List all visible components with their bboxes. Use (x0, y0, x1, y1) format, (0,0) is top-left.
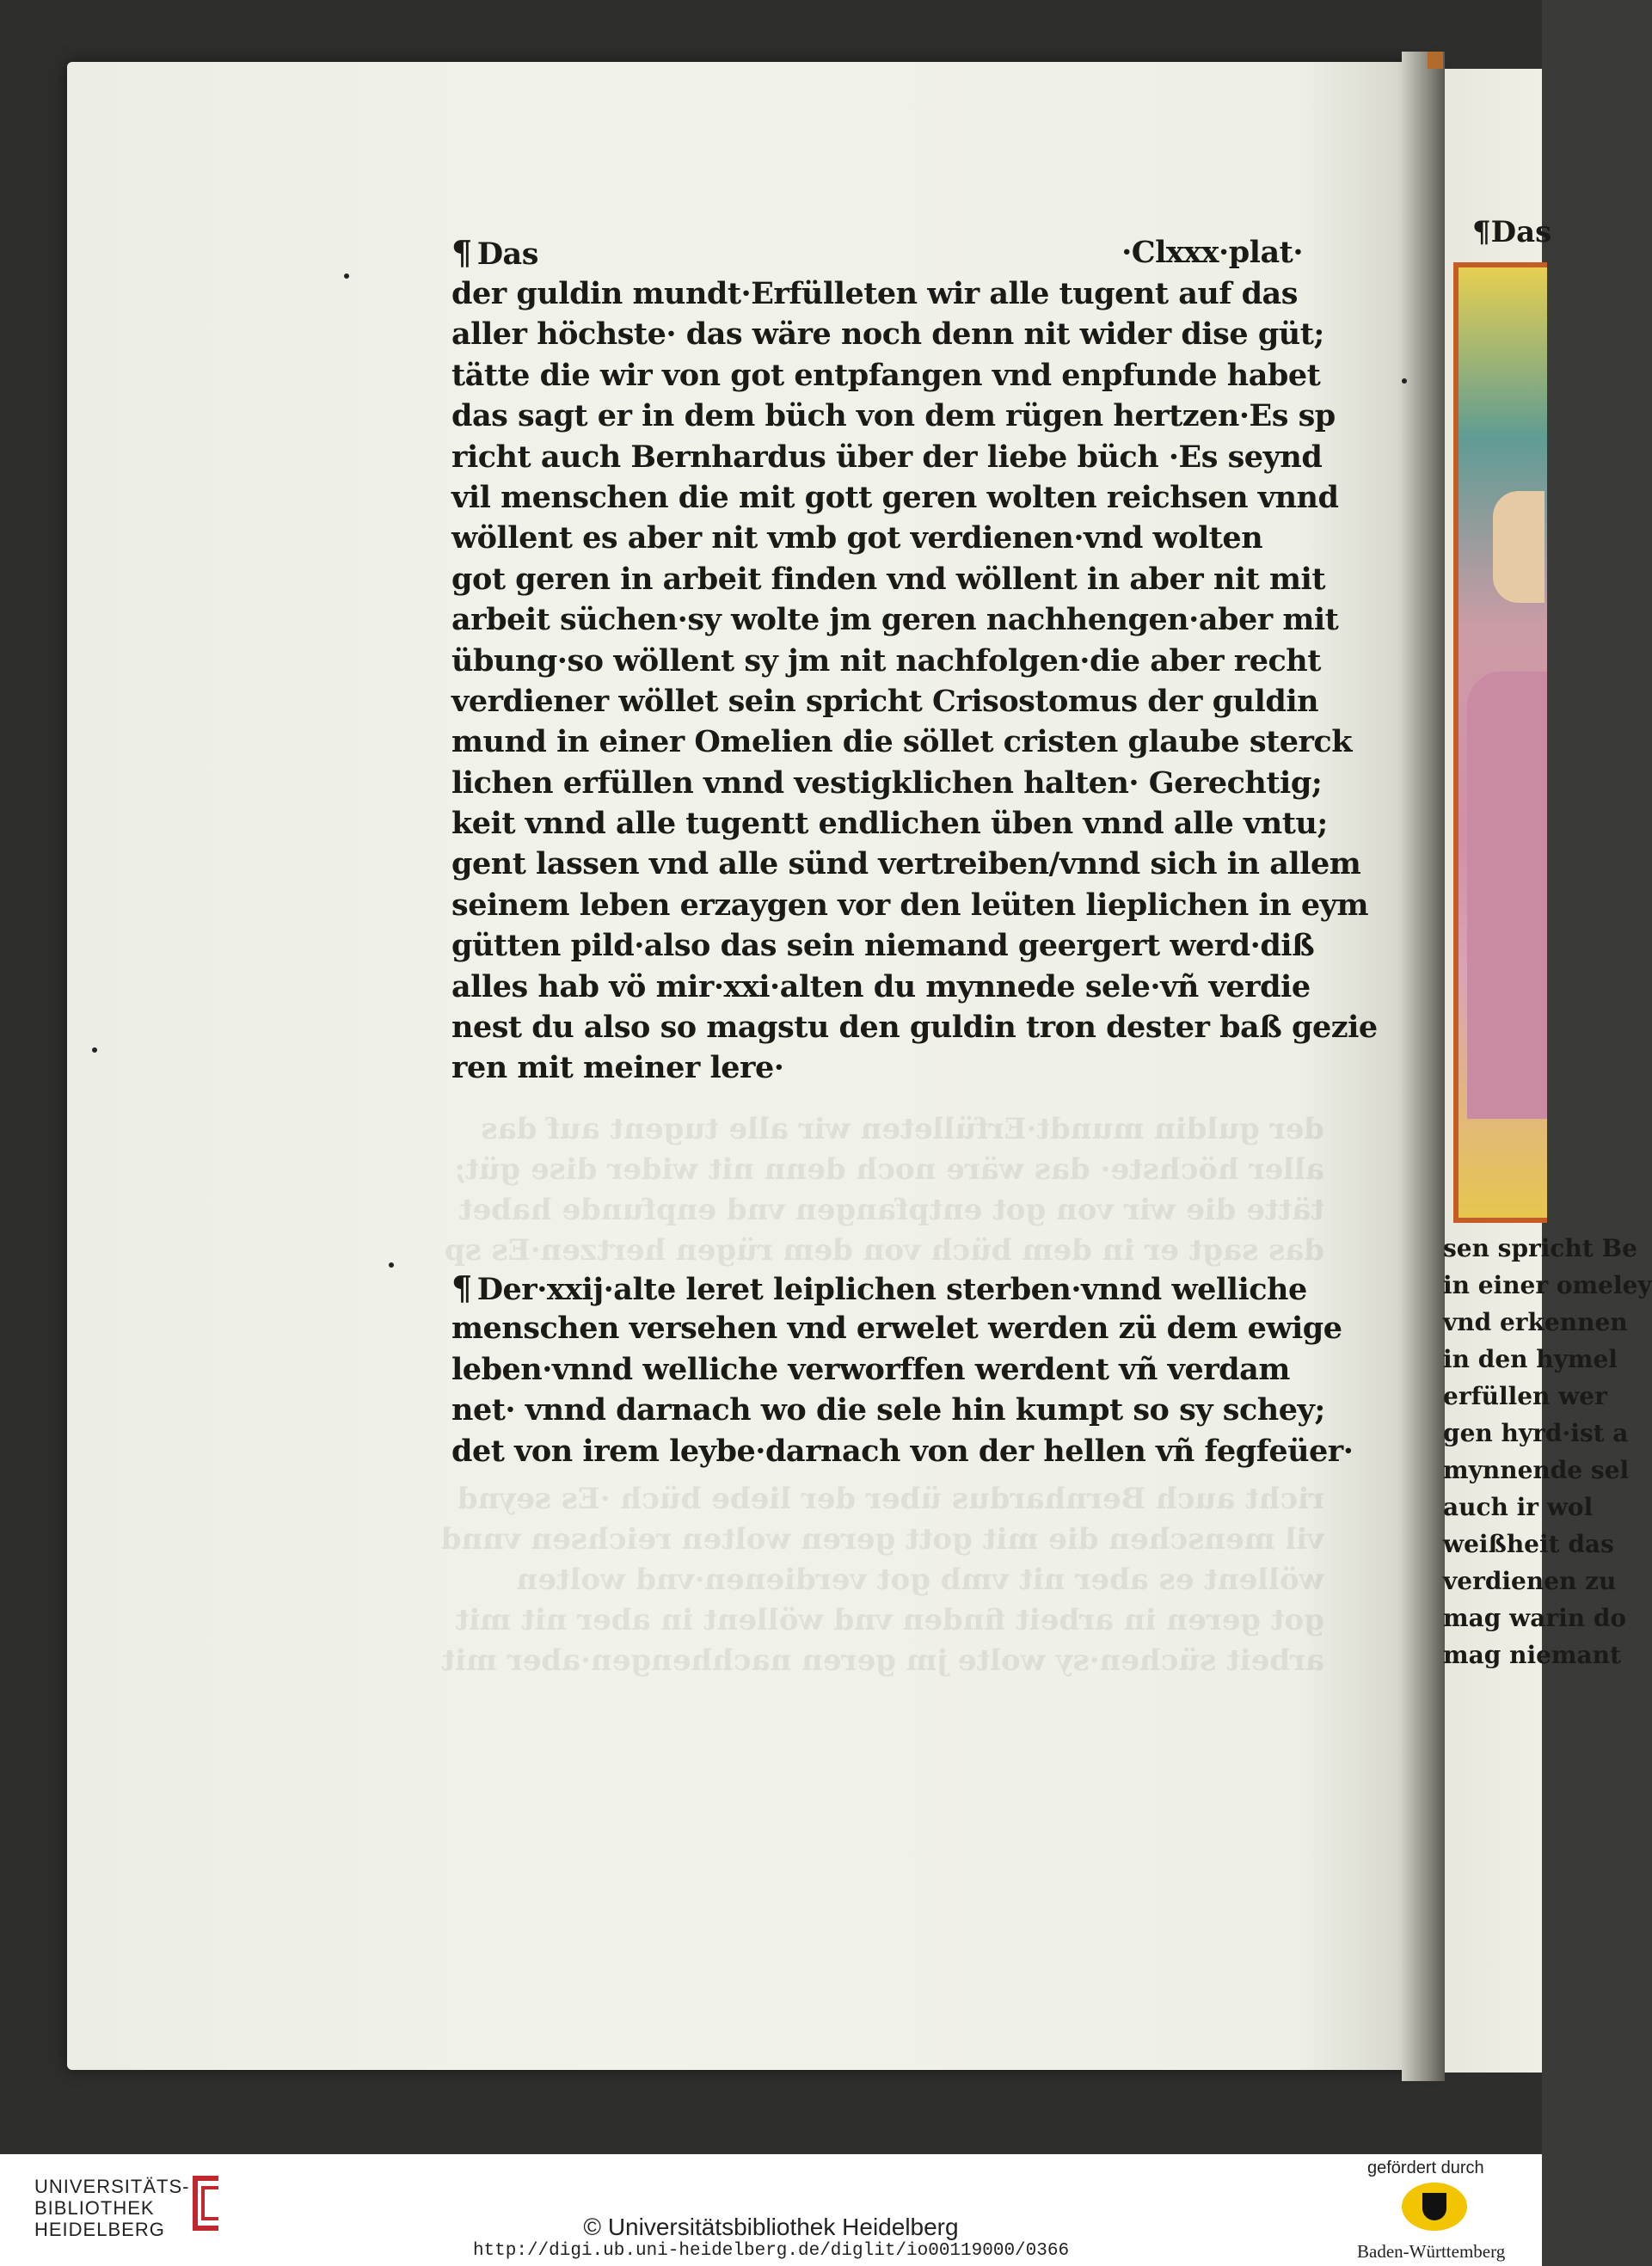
text-line: seinem leben erzaygen vor den leüten lieplichen in eym (451, 887, 1369, 923)
page-edge-marker (1428, 52, 1443, 69)
pilcrow-icon: ¶ (451, 233, 472, 272)
text-line: vil menschen die mit gott geren wolten reichsen vnnd (451, 479, 1339, 515)
text-line: richt auch Bernhardus über der liebe büch ·Es seynd (451, 439, 1323, 475)
right-page-text (1443, 1230, 1652, 1673)
running-title: Das (476, 236, 538, 272)
text-line: gen hyrd·ist a (1443, 1419, 1629, 1447)
library-logo-text[interactable]: UNIVERSITÄTS- BIBLIOTHEK HEIDELBERG (34, 2176, 190, 2240)
text-line: ren mit meiner lere· (451, 1050, 784, 1086)
page-dot-mark (344, 273, 349, 279)
text-line: leben·vnnd welliche verworffen werdent vñ verdam (451, 1351, 1290, 1387)
baden-wuerttemberg-crest-icon (1402, 2183, 1467, 2231)
text-line: Der·xxij·alte leret leiplichen sterben·vnnd welliche (476, 1272, 1307, 1307)
text-line: nest du also so magstu den guldin tron dester baß gezie (451, 1010, 1378, 1046)
text-line: mag warin do (1443, 1604, 1627, 1632)
pilcrow-icon: ¶ (1472, 215, 1491, 249)
funded-by-label: gefördert durch (1367, 2159, 1484, 2177)
page-dot-mark (389, 1262, 394, 1268)
text-line: in den hymel (1443, 1345, 1618, 1373)
text-line: menschen versehen vnd erwelet werden zü dem ewige (451, 1311, 1342, 1347)
text-line: alles hab vö mir·xxi·alten du mynnede sele·vñ verdie (451, 968, 1311, 1004)
text-line: sen spricht Be (1443, 1234, 1637, 1262)
text-line: vnd erkennen (1443, 1308, 1628, 1336)
text-line: das sagt er in dem büch von dem rügen hertzen·Es sp (451, 398, 1336, 434)
text-line: der guldin mundt·Erfülleten wir alle tugent auf das (451, 276, 1298, 311)
text-block-1 (451, 273, 1378, 1089)
permalink[interactable]: http://digi.ub.uni-heidelberg.de/diglit/io00119000/0366 (472, 2241, 1070, 2261)
book-gutter (1402, 52, 1445, 2081)
bleed-through-text: richt auch Bernhardus über der liebe büch ·Es seynd vil menschen die mit gott geren wolten reichsen vnnd wöllent es aber nit vmb got verdienen·vnd wolten got geren in arbeit finden vnd wöllent in aber nit mit arbeit süchen·sy wolte jm geren nachhengen·aber mit (440, 1482, 1324, 1678)
right-page-heading: ¶Das (1472, 215, 1552, 249)
page-dot-mark (1402, 378, 1407, 384)
text-line: verdienen zu (1443, 1567, 1617, 1595)
page-heading (451, 232, 1311, 273)
text-line: arbeit süchen·sy wolte jm geren nachhengen·aber mit (451, 602, 1339, 638)
text-line: weißheit das (1443, 1530, 1614, 1558)
text-line: mag niemant (1443, 1641, 1621, 1669)
text-block-2 (451, 1268, 1354, 1471)
copyright-notice: © Universitätsbibliothek Heidelberg (583, 2214, 959, 2240)
text-line: got geren in arbeit finden vnd wöllent in aber nit mit (451, 561, 1325, 597)
woodcut-illustration (1453, 262, 1547, 1223)
figure-robe (1467, 672, 1547, 1119)
text-line: gent lassen vnd alle sünd vertreiben/vnnd sich in allem (451, 846, 1361, 882)
text-line: det von irem leybe·darnach von der hellen vñ fegfeüer· (451, 1433, 1354, 1469)
text-line: wöllent es aber nit vmb got verdienen·vnd wolten (451, 520, 1263, 556)
text-line: mund in einer Omelien die söllet cristen glaube sterck (451, 724, 1352, 760)
text-line: lichen erfüllen vnnd vestigklichen halten· Gerechtig; (451, 765, 1323, 801)
pilcrow-icon: ¶ (451, 1268, 472, 1307)
bleed-through-text: der guldin mundt·Erfülleten wir alle tugent auf das aller höchste· das wäre noch denn nit wider dise güt; tätte die wir von got entpfangen vnd enpfunde habet das sagt er in dem büch von dem rügen hertzen·Es sp (444, 1112, 1324, 1268)
text-line: übung·so wöllent sy jm nit nachfolgen·die aber recht (451, 642, 1321, 679)
text-line: in einer omeley (1443, 1271, 1652, 1299)
text-line: erfüllen wer (1443, 1382, 1607, 1410)
page-dot-mark (92, 1047, 97, 1053)
text-line: tätte die wir von got entpfangen vnd enpfunde habet (451, 357, 1321, 393)
text-line: verdiener wöllet sein spricht Crisostomus der guldin (451, 683, 1319, 719)
text-line: aller höchste· das wäre noch denn nit wider dise güt; (451, 316, 1324, 353)
funder-name: Baden-Württemberg (1357, 2241, 1506, 2262)
folio-number: ·Clxxx·plat· (1121, 235, 1303, 270)
text-line: gütten pild·also das sein niemand geergert werd·diß (451, 928, 1315, 964)
text-line: net· vnnd darnach wo die sele hin kumpt so sy schey; (451, 1392, 1325, 1428)
text-line: auch ir wol (1443, 1493, 1594, 1521)
text-line: mynnende sel (1443, 1456, 1630, 1484)
figure-face (1493, 491, 1545, 603)
text-line: keit vnnd alle tugentt endlichen üben vnnd alle vntu; (451, 806, 1328, 842)
